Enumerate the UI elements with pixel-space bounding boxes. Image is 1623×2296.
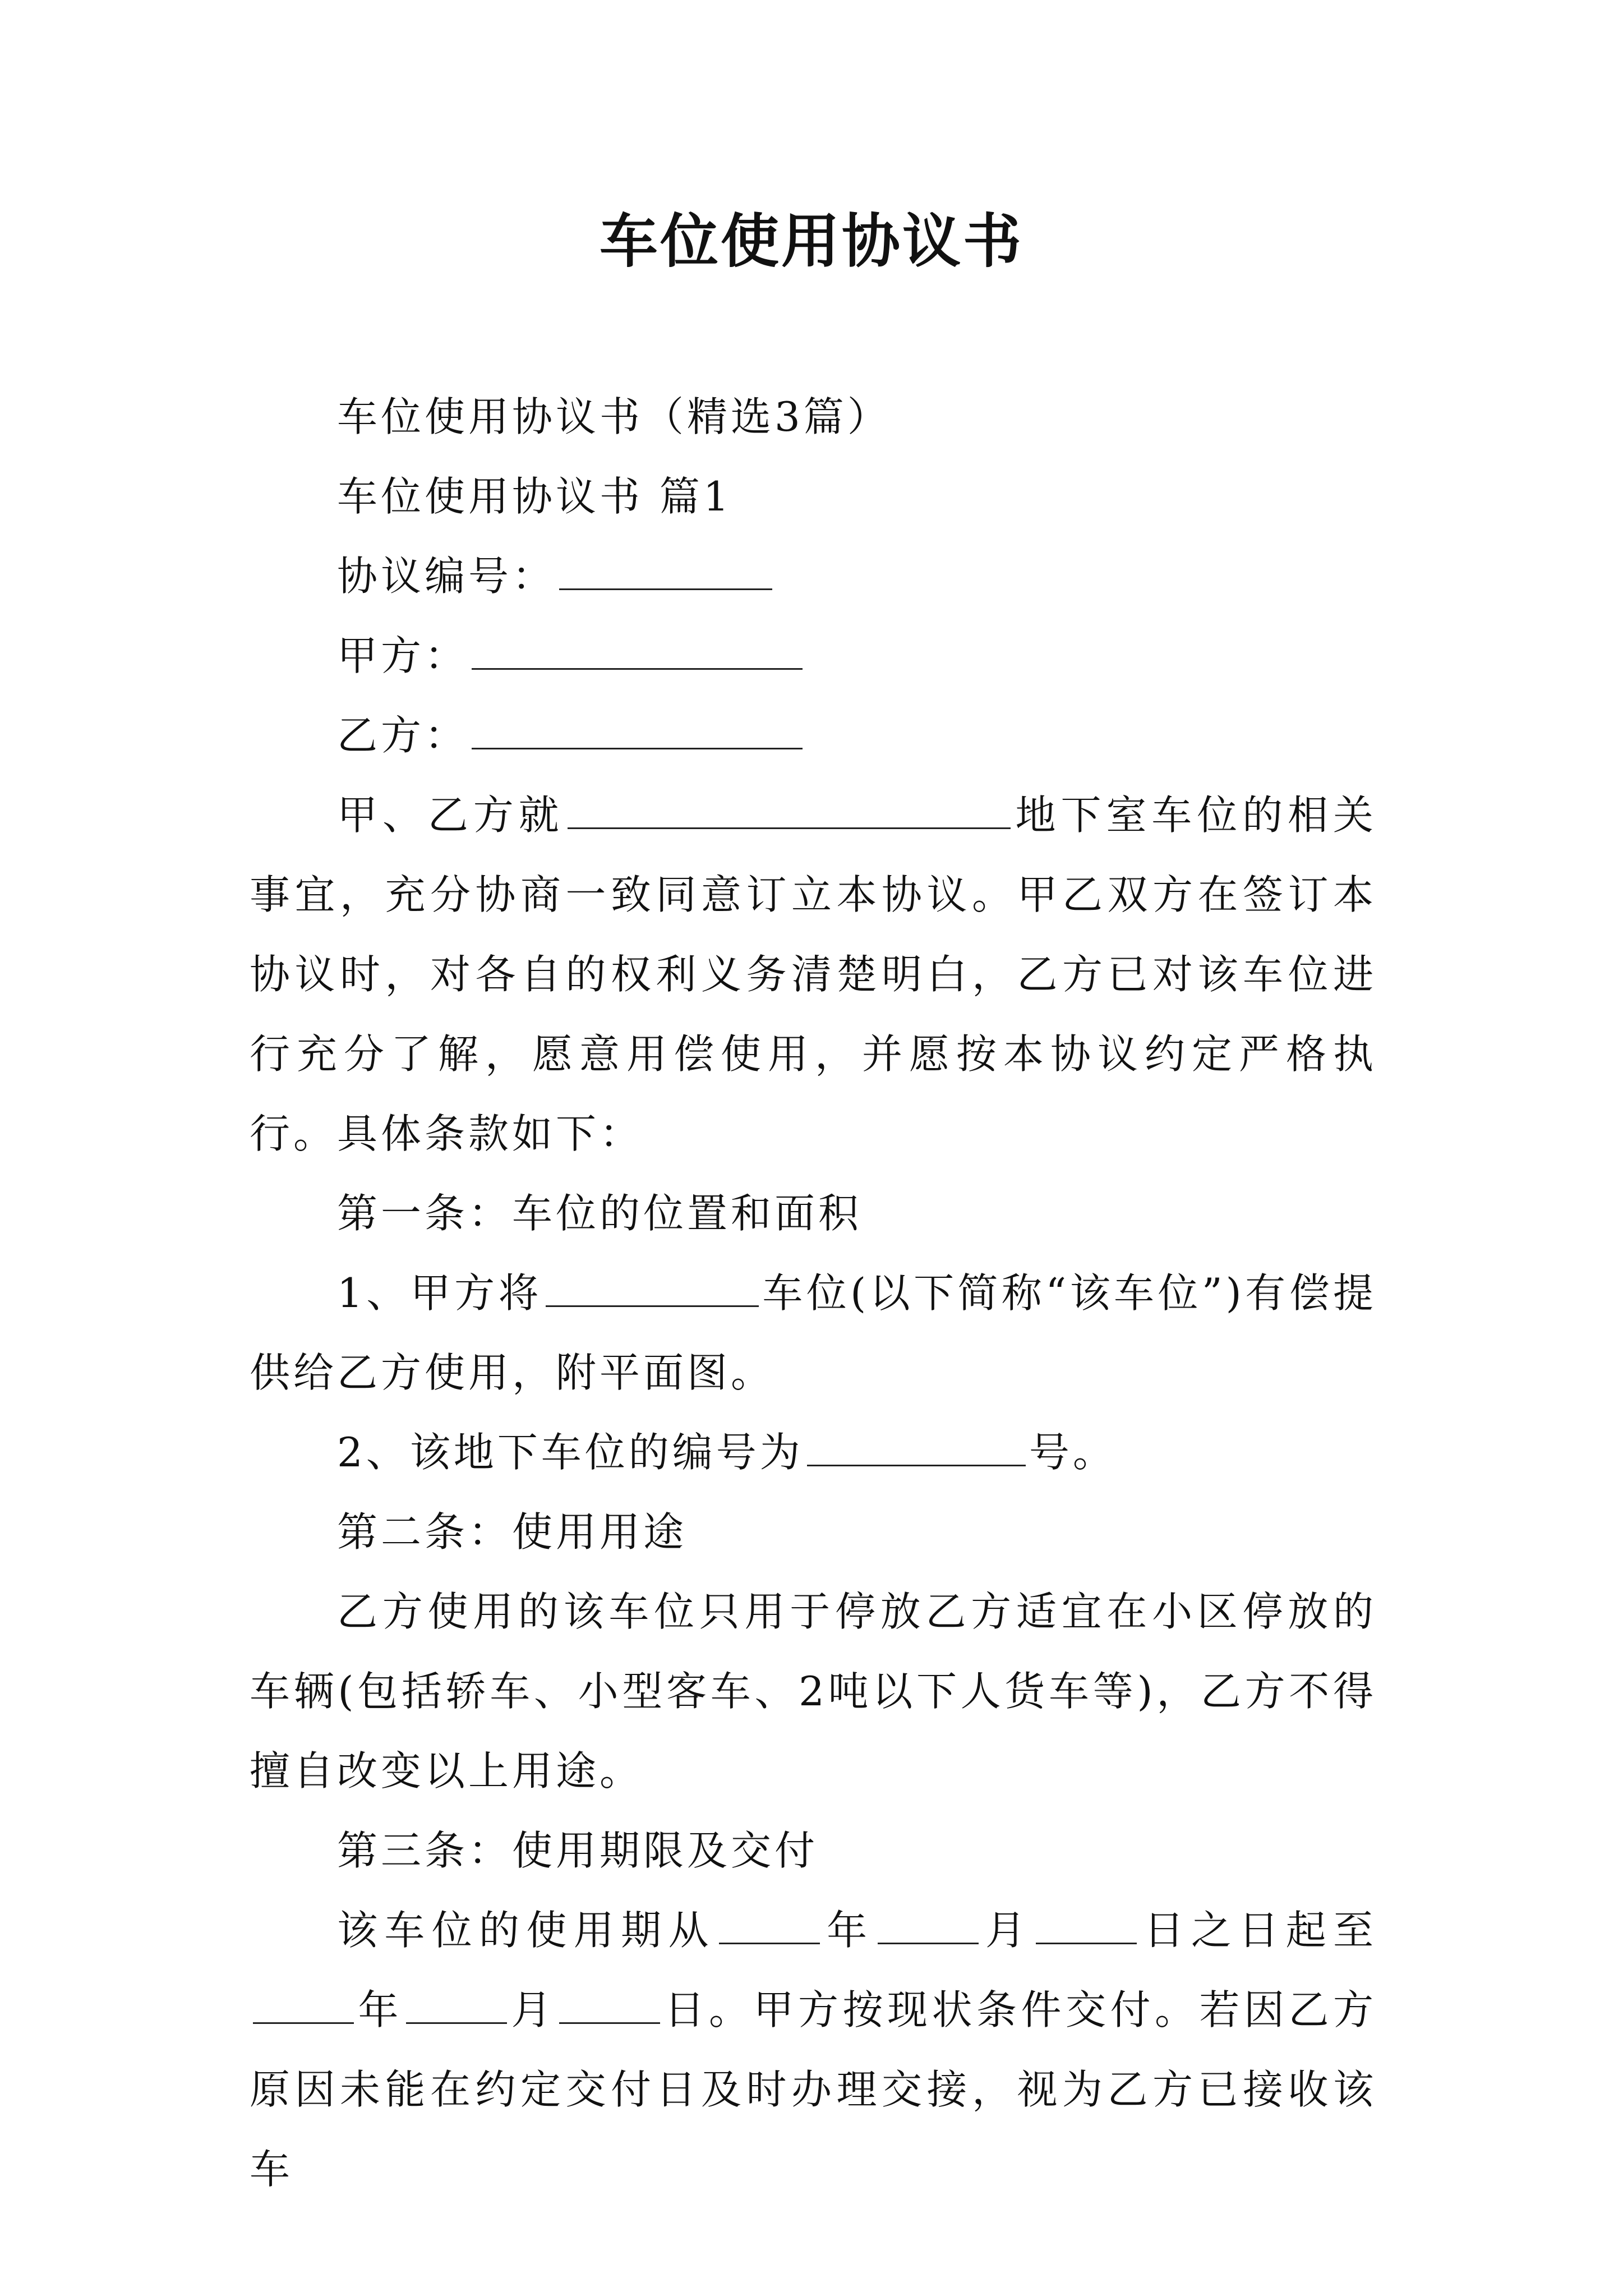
party-b-line	[250, 696, 1377, 775]
start-year-blank	[719, 1903, 820, 1944]
article1-item1-after: 车位(以下简称“该车位”)有偿提供给乙方使用，附平面图。	[250, 1269, 1377, 1396]
section-heading: 车位使用协议书 篇1	[337, 473, 732, 520]
party-a-line	[250, 616, 1377, 696]
spot-number-blank	[807, 1425, 1026, 1466]
article1-item2-after: 号。	[1029, 1429, 1117, 1476]
end-year-blank	[253, 1983, 354, 2024]
start-day-blank	[1036, 1903, 1137, 1944]
party-b-blank	[472, 708, 803, 749]
end-month-label: 月	[510, 1986, 556, 2033]
agreement-number-blank	[559, 549, 772, 590]
article1-item1	[250, 1253, 1377, 1412]
article3-text	[250, 1890, 1377, 2209]
end-year-label: 年	[357, 1986, 403, 2033]
article1-item2-before: 2、该地下车位的编号为	[337, 1429, 804, 1476]
document-subtitle: 车位使用协议书（精选3篇）	[337, 393, 891, 440]
article3-heading: 第三条：使用期限及交付	[337, 1827, 819, 1874]
start-year-label: 年	[823, 1907, 874, 1954]
agreement-number-label: 协议编号：	[337, 553, 556, 600]
parking-spot-blank	[546, 1266, 759, 1307]
end-day-blank	[559, 1983, 660, 2024]
intro-before: 甲、乙方就	[337, 792, 564, 839]
article2-text: 乙方使用的该车位只用于停放乙方适宜在小区停放的车辆(包括轿车、小型客车、2吨以下人货车等)，乙方不得擅自改变以上用途。	[250, 1588, 1377, 1795]
party-a-label: 甲方：	[337, 632, 469, 679]
article1-heading: 第一条：车位的位置和面积	[337, 1190, 863, 1237]
intro-after: 地下室车位的相关事宜，充分协商一致同意订立本协议。甲乙双方在签订本协议时，对各自的权利义务清楚明白，乙方已对该车位进行充分了解，愿意用偿使用，并愿按本协议约定严格执行。具体条款如下：	[250, 792, 1377, 1157]
article1-item1-before: 1、甲方将	[337, 1269, 542, 1317]
agreement-number-line	[250, 536, 1377, 616]
document-title: 车位使用协议书	[599, 206, 1023, 275]
article2-heading: 第二条：使用用途	[337, 1508, 688, 1556]
end-month-blank	[406, 1983, 507, 2024]
start-until-label: 日之日起至	[1140, 1907, 1377, 1954]
document-body	[250, 377, 1377, 2209]
article3-text-start: 该车位的使用期从	[337, 1907, 716, 1954]
location-blank	[568, 788, 1011, 829]
start-month-blank	[878, 1903, 979, 1944]
intro-paragraph	[250, 775, 1377, 1174]
party-a-blank	[472, 629, 803, 670]
article1-item2	[250, 1412, 1377, 1492]
article3-text-end: 日。甲方按现状条件交付。若因乙方原因未能在约定交付日及时办理交接，视为乙方已接收该车	[250, 1986, 1377, 2193]
start-month-label: 月	[981, 1907, 1033, 1954]
party-b-label: 乙方：	[337, 712, 469, 759]
